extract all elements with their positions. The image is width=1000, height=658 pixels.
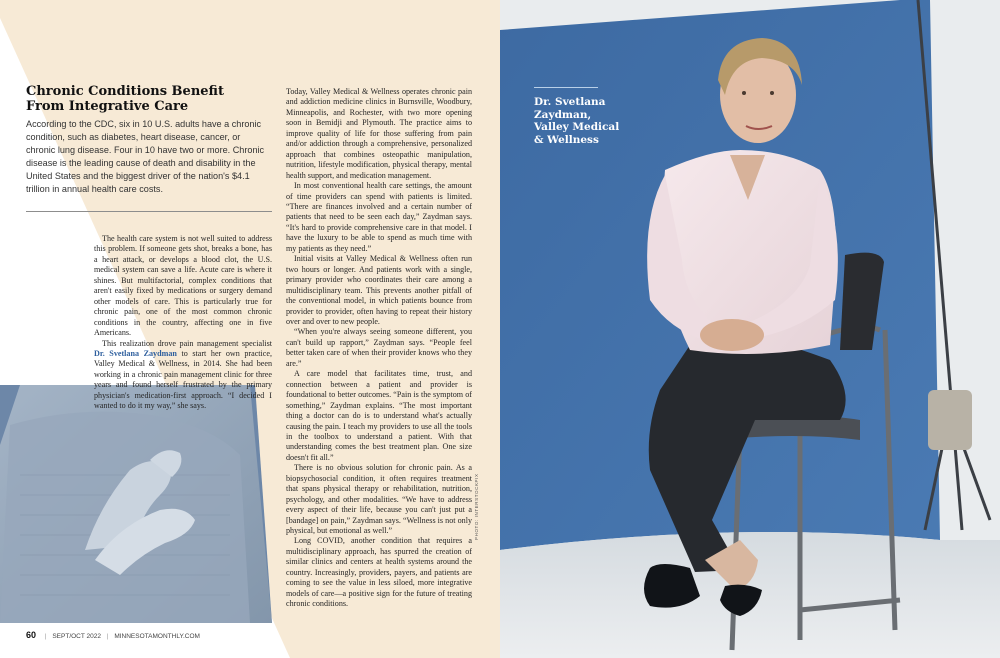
page-footer	[26, 630, 200, 640]
paragraph: A care model that facilitates time, trust, and connection between a patient and provider is foundational to better outcomes. “Pain is the symptom of something,” Zaydman explains. “The most important thing a doctor can do is to understand what's actually causing the pain. I teach my providers to use all the tools in the toolbox to understand a patient. With that understanding comes the best treatment plan. One size doesn't fit all.”	[286, 369, 472, 462]
equipment-bag	[928, 390, 972, 450]
hands-illustration	[0, 385, 272, 623]
caption-line-2: Zaydman,	[534, 108, 592, 121]
caption-line-4: & Wellness	[534, 133, 599, 146]
paragraph: Initial visits at Valley Medical & Wellness often run two hours or longer. And patients work with a single, primary provider who coordinates their care among a multidisciplinary team. This prevents another pitfall of the conventional model, in which patients bounce from provider to provider, often having to repeat their history over and over to new people.	[286, 254, 472, 326]
sidebar-body: According to the CDC, six in 10 U.S. adults have a chronic condition, such as diabetes, heart disease, cancer, or chronic lung disease. Four in 10 have two or more. Chronic disease is the leading cause of death and disability in the United States and the biggest driver of the nation's $4.1 trillion in annual health care costs.	[26, 119, 265, 194]
clasped-hands	[700, 319, 764, 351]
site-url[interactable]: MINNESOTAMONTHLY.COM	[114, 633, 200, 640]
article-column-2	[286, 87, 472, 610]
caption-line-1: Dr. Svetlana	[534, 96, 606, 108]
sidebar-title	[26, 84, 276, 114]
paragraph: The health care system is not well suited to address this problem. If someone gets shot, breaks a bone, has a heart attack, or develops a blood clot, the U.S. medical system can save a life. Acute care is where it shines. But multifactorial, complex conditions that aren't easily fixed by medications or surgery demand other models of care. This is particularly true for chronic pain, one of the most common chronic conditions in the country, affecting one in five Americans.	[94, 234, 272, 338]
sidebar-divider	[26, 211, 272, 212]
sidebar-title-line-2: From Integrative Care	[26, 99, 189, 114]
hands-photo	[0, 385, 272, 623]
sidebar-title-line-1: Chronic Conditions Benefit	[26, 84, 224, 99]
footer-separator: |	[106, 633, 109, 640]
issue-date: SEPT/OCT 2022	[52, 633, 101, 640]
paragraph-rest: to start her own practice, Valley Medical & Wellness, in 2014. She had been working in a chronic pain management clinic for three years and found herself frustrated by the primary physician's medication-first approach. “I decided I wanted to do it my way,” she says.	[94, 348, 273, 411]
eye-left	[742, 91, 746, 95]
doctor-name-link[interactable]: Dr. Svetlana Zaydman	[94, 348, 177, 358]
caption-divider	[534, 87, 598, 88]
page-number: 60	[26, 630, 37, 640]
article-column-1	[94, 234, 272, 412]
eye-right	[770, 91, 774, 95]
photo-credit: PHOTO: INTERSTOCKPIX	[474, 473, 479, 540]
caption-line-3: Valley Medical	[534, 121, 620, 133]
paragraph: Today, Valley Medical & Wellness operates chronic pain and addiction medicine clinics in Burnsville, Woodbury, Minneapolis, and Rochester, with two more opening soon in Bemidji and Plymouth. The practice aims to improve quality of life for those suffering from pain and/or addiction through a comprehensive, personalized approach that combines osteopathic manipulation, nutrition, lifestyle modification, physical therapy, mental health support, and medication management.	[286, 87, 472, 180]
photo-caption	[534, 96, 644, 146]
paragraph: In most conventional health care settings, the amount of time providers can spend with patients is limited. “There are finances involved and a certain number of patients that need to be seen each day,” Zaydman says. “It's hard to provide comprehensive care in that model. I have the luxury to be able to spend as much time with my patients as they need.”	[286, 181, 472, 253]
paragraph-lead: This realization drove pain management specialist	[102, 338, 272, 348]
right-page-photo	[500, 0, 1000, 658]
paragraph: “When you're always seeing someone different, you can't build up rapport,” Zaydman says. “People feel better taken care of when their provider knows who they are.”	[286, 327, 472, 368]
footer-separator: |	[44, 633, 47, 640]
paragraph	[94, 339, 272, 412]
paragraph: There is no obvious solution for chronic pain. As a biopsychosocial condition, it often requires treatment that spans physical therapy or rehabilitation, nutrition, psychology, and other modalities. “We have to address every aspect of their life, because you can't just put a [bandage] on pain,” Zaydman says. “Wellness is not only physical, but emotional as well.”	[286, 463, 472, 536]
paragraph: Long COVID, another condition that requires a multidisciplinary approach, has spurred the creation of similar clinics and centers at health systems around the country. Increasingly, providers, payers, and patients are coming to see the value in less siloed, more integrative models of care—a positive sign for the future of treating chronic conditions.	[286, 536, 472, 609]
